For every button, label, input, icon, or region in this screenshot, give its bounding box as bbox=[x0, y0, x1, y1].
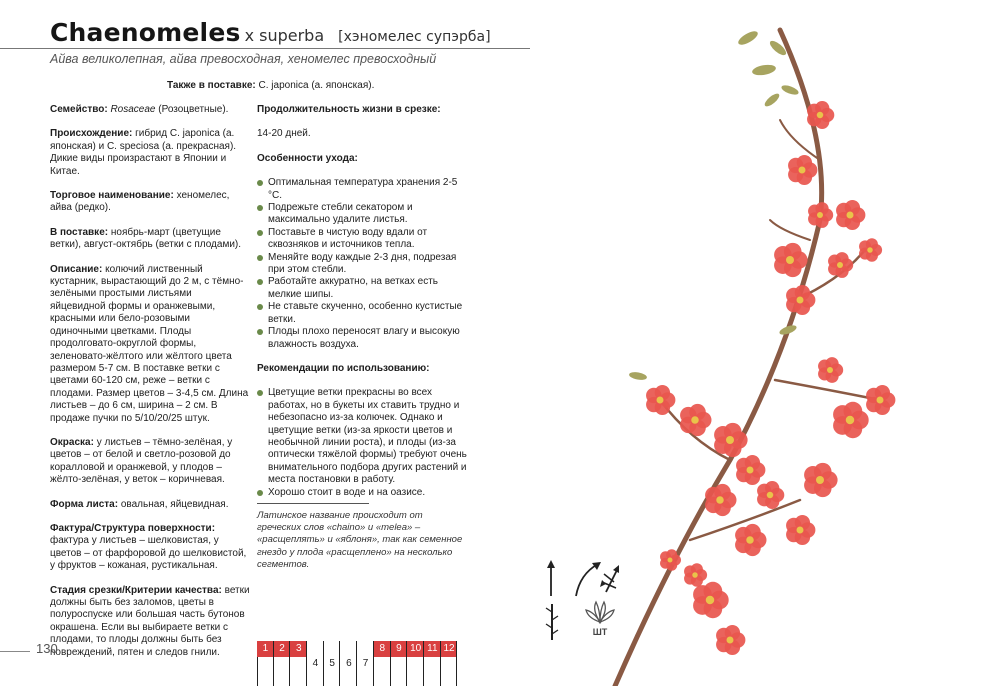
flower-center bbox=[716, 496, 724, 504]
also-label: Также в поставке: bbox=[167, 80, 256, 91]
family-label: Семейство: bbox=[50, 104, 108, 115]
cut-stage-section bbox=[50, 585, 250, 659]
flower bbox=[818, 357, 843, 383]
flower-center bbox=[726, 436, 734, 444]
list-item: Не ставьте скученно, особенно кустистые ветки. bbox=[257, 301, 467, 326]
month-10 bbox=[407, 641, 424, 686]
flower-center bbox=[706, 596, 715, 605]
page-title bbox=[50, 18, 491, 47]
month-label: 9 bbox=[391, 641, 408, 657]
month-label: 3 bbox=[290, 641, 307, 657]
life-label: Продолжительность жизни в срезке: bbox=[257, 104, 441, 115]
also-value: C. japonica (a. японская). bbox=[258, 80, 375, 91]
life-value: 14-20 дней. bbox=[257, 128, 311, 140]
list-item: Оптимальная температура хранения 2-5 °С. bbox=[257, 177, 467, 202]
title-species: x superba bbox=[244, 26, 325, 45]
flower-center bbox=[867, 247, 873, 253]
month-12 bbox=[441, 641, 458, 686]
branch-stem bbox=[775, 380, 880, 400]
flower-center bbox=[837, 262, 843, 268]
family-latin: Rosaceae bbox=[110, 104, 156, 115]
care-label: Особенности ухода: bbox=[257, 152, 358, 164]
trade-value: хеномелес, айва (редко). bbox=[50, 190, 230, 214]
unit-label: ШТ bbox=[592, 627, 608, 637]
family-rest: (Розоцветные). bbox=[158, 104, 229, 115]
month-label: 11 bbox=[424, 641, 441, 657]
page-number: 130 bbox=[36, 641, 58, 656]
color-value: у листьев – тёмно-зелёная, у цветов – от белой и светло-розовой до коралловой и оранжевой, у плодов – жёлто-зелёная, у веток – коричневая. bbox=[50, 436, 233, 486]
flower bbox=[646, 385, 675, 415]
list-item: Плоды плохо переносят влагу и высокую влажность воздуха. bbox=[257, 326, 467, 351]
flower-center bbox=[847, 212, 854, 219]
flower bbox=[693, 582, 729, 618]
leaf-shape-section bbox=[50, 499, 250, 511]
leaf-value: овальная, яйцевидная. bbox=[120, 498, 229, 510]
leaf bbox=[780, 84, 799, 97]
month-6 bbox=[341, 641, 358, 686]
flower bbox=[866, 385, 895, 415]
flower bbox=[705, 484, 736, 516]
trade-name-section bbox=[50, 190, 250, 215]
supply-value: ноябрь-март (цветущие ветки), август-октябрь (ветки с плодами). bbox=[50, 226, 242, 251]
flower bbox=[808, 202, 833, 228]
texture-label: Фактура/Структура поверхности: bbox=[50, 522, 216, 534]
flower-center bbox=[668, 558, 673, 563]
list-item: Цветущие ветки прекрасны во всех работах, но в букеты их ставить трудно и небезопасно из-за колючек. Однако и цветущие ветки (из-за яркости цветов и необычной линии роста), и плоды (из-за оптически тяжёлой формы) требуют очень внимательного подбора других растений и места постановки в работу. bbox=[257, 387, 467, 486]
flower-center bbox=[692, 572, 698, 578]
flower bbox=[680, 404, 711, 436]
flower-center bbox=[746, 536, 754, 544]
trade-label: Торговое наименование: bbox=[50, 190, 174, 202]
list-item: Работайте аккуратно, на ветках есть мелкие шипы. bbox=[257, 276, 467, 301]
flower-center bbox=[817, 112, 824, 119]
month-8 bbox=[374, 641, 391, 686]
month-label: 8 bbox=[374, 641, 391, 657]
availability-months bbox=[257, 641, 457, 686]
recommendations-list bbox=[257, 387, 467, 499]
flower-center bbox=[799, 167, 806, 174]
flower-center bbox=[747, 467, 754, 474]
flower-center bbox=[816, 476, 824, 484]
color-section bbox=[50, 437, 250, 487]
month-3 bbox=[290, 641, 307, 686]
flower bbox=[788, 155, 817, 185]
stage-value: ветки должны быть без заломов, цветы в полуроспуске или большая часть бутонов окрашена. Если вы выбираете ветки с плодами, то плоды должны быть без повреждений, пятен и следов гнили. bbox=[50, 584, 250, 658]
month-label: 7 bbox=[362, 658, 369, 669]
month-7 bbox=[357, 641, 374, 686]
etymology-note: Латинское название происходит от греческих слов «chaino» и «melea» – «расщеплять» и «яблоня», так как семенное гнездо у плода «расщеплено» на несколько сегментов. bbox=[257, 509, 463, 570]
flower bbox=[836, 200, 865, 230]
month-label: 4 bbox=[312, 658, 319, 669]
month-label: 6 bbox=[346, 658, 352, 669]
flower bbox=[716, 625, 745, 655]
flower-center bbox=[877, 397, 884, 404]
page-number-rule bbox=[0, 651, 30, 652]
flower-center bbox=[691, 416, 699, 424]
flower bbox=[786, 515, 815, 545]
stage-label: Стадия срезки/Критерии качества: bbox=[50, 584, 222, 596]
flower bbox=[774, 243, 808, 277]
flower bbox=[757, 481, 784, 509]
supply-section bbox=[50, 227, 250, 252]
flower-center bbox=[797, 297, 804, 304]
flower bbox=[828, 252, 853, 278]
list-item: Хорошо стоит в воде и на оазисе. bbox=[257, 487, 467, 499]
list-item: Подрежьте стебли секатором и максимально удалите листья. bbox=[257, 202, 467, 227]
flower-center bbox=[727, 637, 734, 644]
flower bbox=[786, 285, 815, 315]
flower bbox=[804, 463, 838, 497]
texture-section bbox=[50, 523, 250, 573]
month-9 bbox=[391, 641, 408, 686]
flower-center bbox=[657, 397, 664, 404]
flower bbox=[736, 455, 765, 485]
origin-section bbox=[50, 128, 250, 178]
flower bbox=[684, 563, 707, 587]
flower bbox=[807, 101, 834, 129]
flower-center bbox=[786, 256, 794, 264]
recommendations-label: Рекомендации по использованию: bbox=[257, 362, 430, 374]
flower bbox=[859, 238, 882, 262]
month-4 bbox=[307, 641, 324, 686]
leaf-label: Форма листа: bbox=[50, 498, 119, 510]
month-11 bbox=[424, 641, 441, 686]
leaf bbox=[629, 371, 648, 381]
desc-value: колючий лиственный кустарник, вырастающий до 2 м, с тёмно-зелёными простыми листьями яйцевидной формы и оранжевыми, красными или бело-розовыми одиночными цветками. Плоды продолговато-округлой формы, зеленовато-жёлтого или жёлтого цвета размером 5-7 см. В поставке ветки с цветами 60-120 см, реже – ветки с плодами. Размер цветов – 3-4,5 см. Длина листьев – до 6 см, ширина – 2 см. В продаже пучки по 5/10/20/25 штук. bbox=[50, 263, 249, 424]
flower bbox=[833, 402, 869, 438]
leaf bbox=[736, 29, 759, 48]
flower-center bbox=[817, 212, 823, 218]
title-genus: Chaenomeles bbox=[50, 18, 241, 47]
list-item: Поставьте в чистую воду вдали от сквозняков и источников тепла. bbox=[257, 227, 467, 252]
color-label: Окраска: bbox=[50, 436, 94, 448]
month-5 bbox=[324, 641, 341, 686]
right-column bbox=[257, 104, 467, 571]
leaf bbox=[751, 63, 776, 77]
flower-center bbox=[846, 416, 855, 425]
branch-stem bbox=[770, 220, 810, 240]
list-item: Меняйте воду каждые 2-3 дня, подрезая при этом стебли. bbox=[257, 252, 467, 277]
month-label: 10 bbox=[407, 641, 424, 657]
flower-center bbox=[797, 527, 804, 534]
flower-center bbox=[767, 492, 774, 499]
left-column bbox=[50, 104, 250, 671]
month-label: 1 bbox=[257, 641, 274, 657]
month-label: 5 bbox=[329, 658, 335, 669]
flower-center bbox=[827, 367, 833, 373]
origin-label: Происхождение: bbox=[50, 128, 133, 140]
also-supplied bbox=[167, 80, 374, 91]
family-section bbox=[50, 104, 250, 116]
title-transliteration: [хэномелес супэрба] bbox=[338, 29, 491, 45]
month-label: 2 bbox=[274, 641, 291, 657]
page-subtitle: Айва великолепная, айва превосходная, хеномелес превосходный bbox=[50, 52, 437, 66]
flower bbox=[735, 524, 766, 556]
origin-value: гибрид C. japonica (a. японская) и C. speciosa (a. прекрасная). Дикие виды произрастают в Японии и Китае. bbox=[50, 128, 237, 177]
care-list bbox=[257, 177, 467, 351]
chaenomeles-branch-illustration bbox=[520, 0, 1000, 686]
texture-value: фактура у листьев – шелковистая, у цветов – от фарфоровой до шелковистой, у фруктов – кожаная, рустикальная. bbox=[50, 535, 247, 572]
leaf bbox=[763, 91, 781, 108]
month-label: 12 bbox=[441, 641, 458, 657]
title-rule bbox=[0, 48, 530, 49]
desc-label: Описание: bbox=[50, 263, 103, 275]
description-section bbox=[50, 264, 250, 425]
note-divider bbox=[257, 503, 369, 504]
month-2 bbox=[274, 641, 291, 686]
supply-label: В поставке: bbox=[50, 226, 109, 238]
month-divider bbox=[456, 641, 457, 686]
month-1 bbox=[257, 641, 274, 686]
flower bbox=[714, 423, 748, 457]
